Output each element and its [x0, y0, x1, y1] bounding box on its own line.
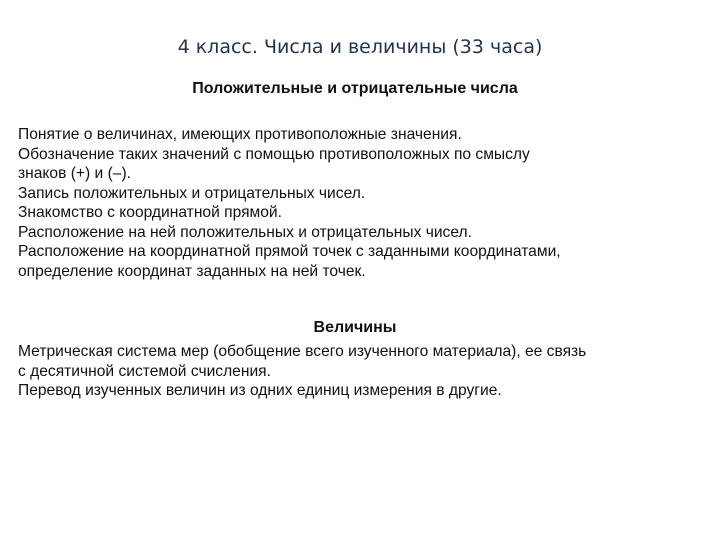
section-body-quantities — [18, 342, 708, 401]
section-heading-numbers: Положительные и отрицательные числа — [192, 80, 518, 97]
text-line: Знакомство с координатной прямой. — [18, 204, 282, 221]
section-body-numbers — [18, 125, 708, 281]
text-line: Перевод изученных величин из одних единиц измерения в другие. — [18, 382, 502, 399]
text-line: Запись положительных и отрицательных чисел. — [18, 184, 366, 202]
text-line: знаков (+) и (–). — [18, 165, 131, 182]
text-line: определение координат заданных на ней точек. — [18, 262, 366, 280]
text-line: с десятичной системой счисления. — [18, 362, 271, 380]
text-line: Расположение на координатной прямой точек с заданными координатами, — [18, 243, 561, 260]
text-line: Расположение на ней положительных и отрицательных чисел. — [18, 223, 472, 241]
text-line: Обозначение таких значений с помощью противоположных по смыслу — [18, 145, 530, 163]
text-line: Метрическая система мер (обобщение всего изученного материала), ее связь — [18, 343, 587, 360]
section-heading-quantities: Величины — [313, 319, 397, 336]
slide-title: 4 класс. Числа и величины (33 часа) — [177, 36, 543, 58]
text-line: Понятие о величинах, имеющих противоположные значения. — [18, 126, 462, 143]
